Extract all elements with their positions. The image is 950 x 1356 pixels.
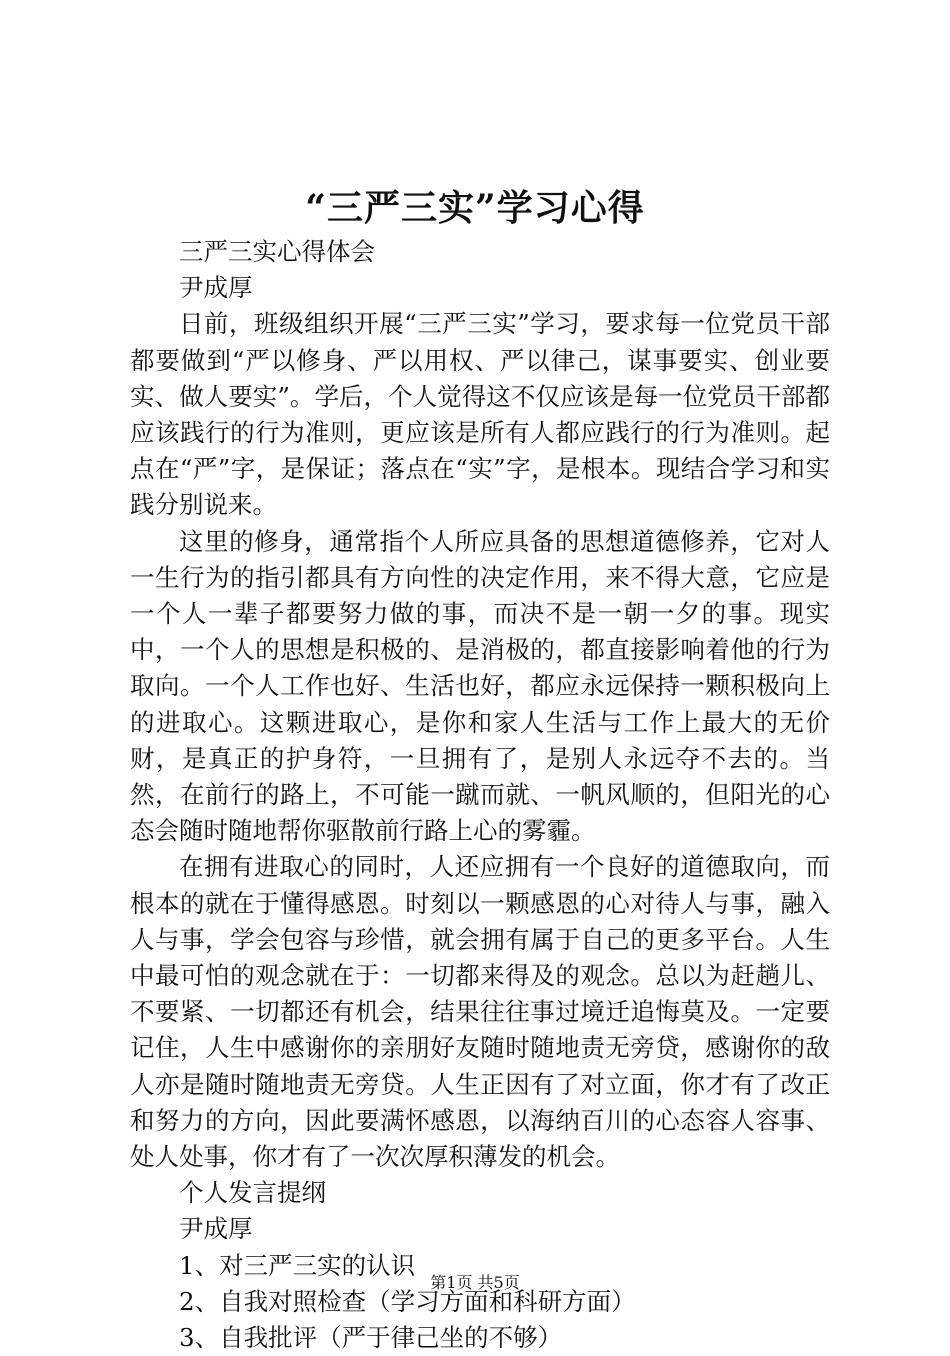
paragraph: 日前，班级组织开展“三严三实”学习，要求每一位党员干部都要做到“严以修身、严以用权、严以律己，谋事要实、创业要实、做人要实”。学后，个人觉得这不仅应该是每一位党员干部都应该践行的行为准则，更应该是所有人都应践行的行为准则。起点在“严”字，是保证；落点在“实”字，是根本。现结合学习和实践分别说来。 [130,309,830,520]
page-indicator: 第1页 共5页 [430,1273,520,1292]
paragraph: 这里的修身，通常指个人所应具备的思想道德修养，它对人一生行为的指引都具有方向性的决定作用，来不得大意，它应是一个人一辈子都要努力做的事，而决不是一朝一夕的事。现实中，一个人的思想是积极的、是消极的，都直接影响着他的行为取向。一个人工作也好、生活也好，都应永远保持一颗积极向上的进取心。这颗进取心，是你和家人生活与工作上最大的无价财，是真正的护身符，一旦拥有了，是别人永远夺不去的。当然，在前行的路上，不可能一蹴而就、一帆风顺的，但阳光的心态会随时随地帮你驱散前行路上心的雾霾。 [130,526,830,846]
outline-item: 1、对三严三实的认识 [179,1250,416,1280]
paragraph: 在拥有进取心的同时，人还应拥有一个良好的道德取向，而根本的就在于懂得感恩。时刻以一颗感恩的心对待人与事，融入人与事，学会包容与珍惜，就会拥有属于自己的更多平台。人生中最可怕的观念就在于：一切都来得及的观念。总以为赶趟儿、不要紧、一切都还有机会，结果往往事过境迁追悔莫及。一定要记住，人生中感谢你的亲朋好友随时随地责无旁贷，感谢你的敌人亦是随时随地责无旁贷。人生正因有了对立面，你才有了改正和努力的方向，因此要满怀感恩，以海纳百川的心态容人容事、处人处事，你才有了一次次厚积薄发的机会。 [130,852,830,1172]
author-name: 尹成厚 [179,273,253,303]
document-title: “三严三实”学习心得 [305,187,645,229]
section-heading: 个人发言提纲 [179,1178,326,1208]
outline-item: 3、自我批评（严于律己坐的不够） [179,1323,563,1353]
author-name: 尹成厚 [179,1214,253,1244]
section-heading: 三严三实心得体会 [179,237,375,266]
outline-item: 2、自我对照检查（学习方面和科研方面） [179,1286,636,1316]
document-body [130,234,830,1356]
